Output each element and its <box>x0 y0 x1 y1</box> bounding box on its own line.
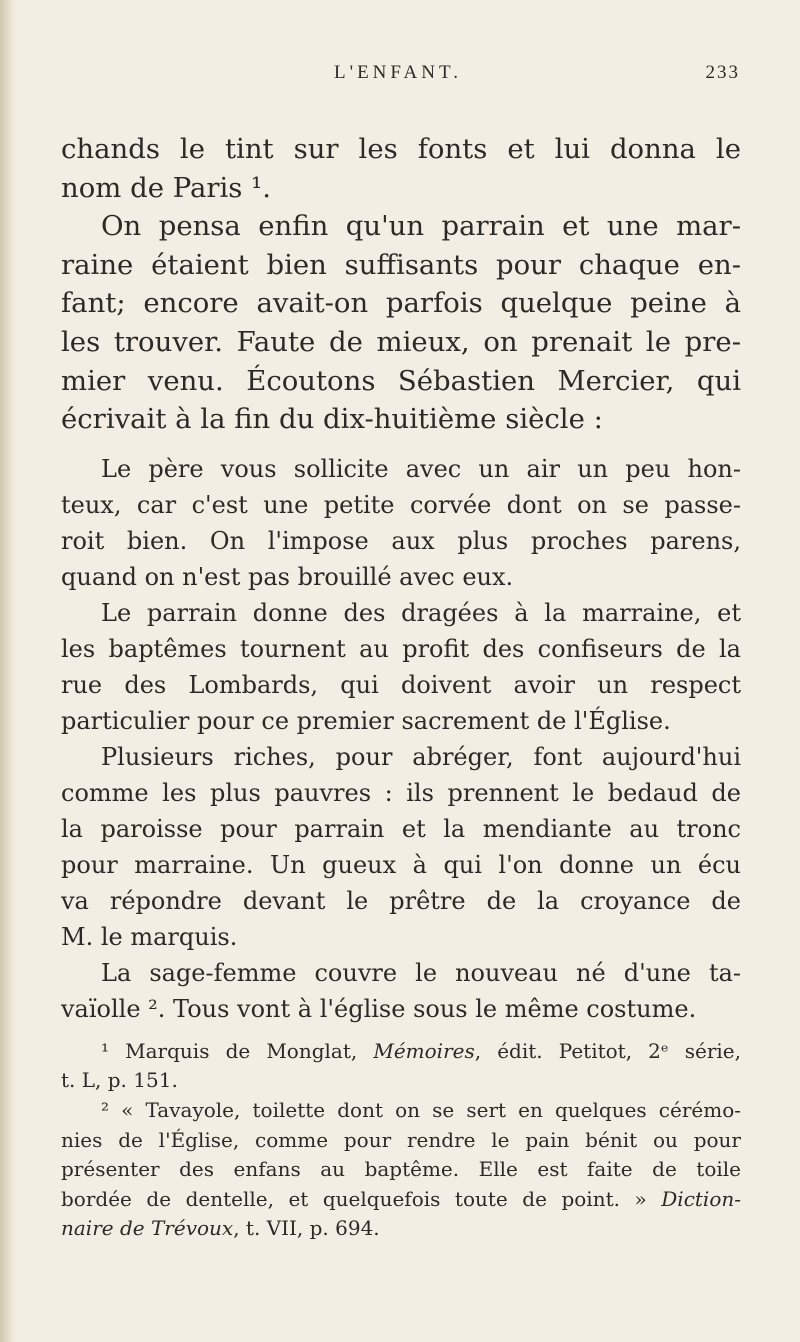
footnote-line <box>61 1214 741 1244</box>
paragraph-1 <box>61 130 741 207</box>
quote-line: Le parrain donne des dragées à la marraine, et <box>101 598 741 627</box>
quote-line: va répondre devant le prêtre de la croyance de <box>61 886 741 915</box>
footnote-italic: Mémoires <box>373 1038 475 1063</box>
quote-line: la paroisse pour parrain et la mendiante au tronc <box>61 814 741 843</box>
quote-line: pour marraine. Un gueux à qui l'on donne un écu <box>61 850 741 879</box>
body-text <box>61 130 741 1244</box>
footnote-line: nies de l'Église, comme pour rendre le pain bénit ou pour <box>61 1127 741 1152</box>
quote-line: Le père vous sollicite avec un air un peu hon- <box>101 454 741 483</box>
text-line: chands le tint sur les fonts et lui donna le <box>61 133 741 165</box>
quote-line: quand on n'est pas brouillé avec eux. <box>61 562 514 591</box>
running-title: L'ENFANT. <box>334 62 462 83</box>
footnote-2 <box>61 1096 741 1126</box>
footnote-text: Marquis de Monglat, <box>125 1038 374 1063</box>
text-line: écrivait à la fin du dix-huitième siècle : <box>61 403 603 436</box>
footnote-text: , édit. Petitot, 2ᵉ série, <box>474 1038 741 1063</box>
quote-line: vaïolle ². Tous vont à l'église sous le même costume. <box>61 994 697 1023</box>
quote-line: La sage-femme couvre le nouveau né d'une ta- <box>101 958 741 987</box>
quote-line: M. le marquis. <box>61 922 238 951</box>
text-line: raine étaient bien suffisants pour chaque en- <box>61 248 741 281</box>
footnote-italic: naire de Trévoux <box>61 1216 234 1241</box>
footnote-text: bordée de dentelle, et quelquefois toute de point. » <box>61 1186 647 1211</box>
footnote-line: t. L, p. 151. <box>61 1068 178 1093</box>
footnote-text: , t. VII, p. 694. <box>233 1216 380 1241</box>
quote-line: comme les plus pauvres : ils prennent le bedaud de <box>61 778 741 807</box>
text-line: les trouver. Faute de mieux, on prenait le pre- <box>61 325 741 358</box>
text-line: fant; encore avait-on parfois quelque peine à <box>61 287 741 320</box>
page-spine-shadow <box>0 0 16 1342</box>
footnote-1 <box>61 1037 741 1067</box>
footnote-text: « Tavayole, toilette dont on se sert en quelques cérémo- <box>121 1097 741 1122</box>
quote-line: rue des Lombards, qui doivent avoir un respect <box>61 670 741 699</box>
paragraph-2 <box>61 207 741 439</box>
footnote-mark: ¹ <box>101 1038 110 1063</box>
text-line: nom de Paris ¹. <box>61 171 271 204</box>
quote-line: teux, car c'est une petite corvée dont on se passe- <box>61 490 741 519</box>
footnote-mark: ² <box>101 1097 110 1122</box>
footnote-italic: Diction- <box>661 1186 741 1211</box>
text-line: mier venu. Écoutons Sébastien Mercier, qui <box>61 364 741 397</box>
footnote-line: présenter des enfans au baptême. Elle est faite de toile <box>61 1157 741 1182</box>
footnote-line <box>61 1185 741 1215</box>
page-header <box>0 62 800 92</box>
quote-line: Plusieurs riches, pour abréger, font aujourd'hui <box>101 742 741 771</box>
text-line: On pensa enfin qu'un parrain et une mar- <box>101 210 741 243</box>
quote-line: les baptêmes tournent au profit des confiseurs de la <box>61 634 741 663</box>
page-number: 233 <box>705 62 740 83</box>
block-quote <box>61 451 741 1027</box>
footnotes <box>61 1037 741 1244</box>
quote-line: roit bien. On l'impose aux plus proches parens, <box>61 526 741 555</box>
quote-line: particulier pour ce premier sacrement de l'Église. <box>61 706 671 735</box>
